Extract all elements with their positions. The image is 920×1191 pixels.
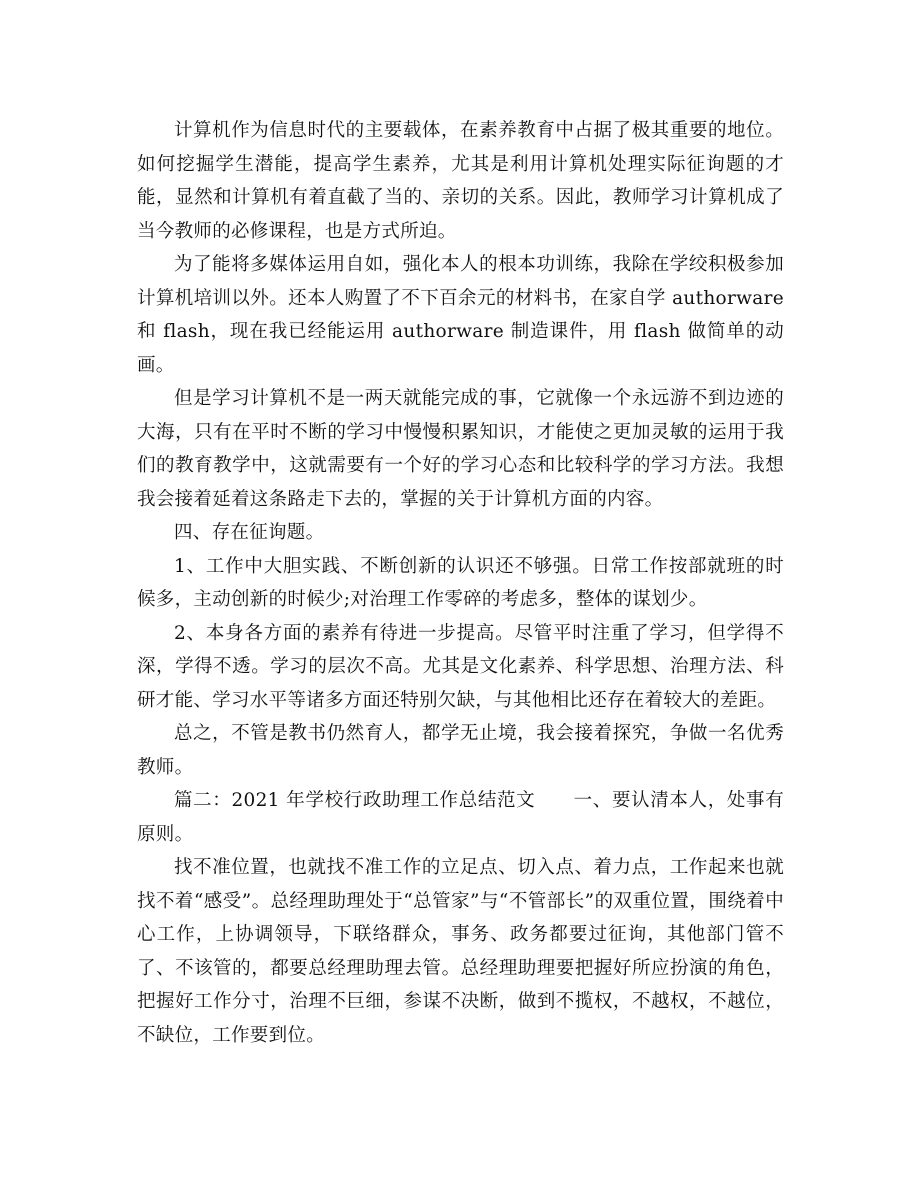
paragraph-problem-1: 1、工作中大胆实践、不断创新的认识还不够强。日常工作按部就班的时候多，主动创新的时候少;对治理工作零碎的考虑多，整体的谋划少。 <box>137 555 784 610</box>
paragraph-conclusion: 总之，不管是教书仍然育人，都学无止境，我会接着探究，争做一名优秀教师。 <box>137 723 784 778</box>
paragraph-learning-ocean: 但是学习计算机不是一两天就能完成的事，它就像一个永远游不到边迹的大海，只有在平时不断的学习中慢慢积累知识，才能使之更加灵敏的运用于我们的教育教学中，这就需要有一个好的学习心态和比较科学的学习方法。我想我会接着延着这条路走下去的，掌握的关于计算机方面的内容。 <box>137 388 784 510</box>
section-heading-problems: 四、存在征询题。 <box>174 522 325 543</box>
paragraph-problem-2: 2、本身各方面的素养有待进一步提高。尽管平时注重了学习，但学得不深，学得不透。学习的层次不高。尤其是文化素养、科学思想、治理方法、科研才能、学习水平等诸多方面还特别欠缺，与其他相比还存在着较大的差距。 <box>137 622 784 711</box>
document-body <box>137 114 784 1052</box>
paragraph-positioning: 找不准位置，也就找不准工作的立足点、切入点、着力点，工作起来也就找不着“感受”。总经理助理处于“总管家”与“不管部长”的双重位置，围绕着中心工作，上协调领导，下联络群众，事务、政务都要过征询，其他部门管不了、不该管的，都要总经理助理去管。总经理助理要把握好所应扮演的角色，把握好工作分寸，治理不巨细，参谋不决断，做到不揽权，不越权，不越位，不缺位，工作要到位。 <box>137 857 784 1046</box>
paragraph-computer-carrier: 计算机作为信息时代的主要载体，在素养教育中占据了极其重要的地位。如何挖掘学生潜能，提高学生素养，尤其是利用计算机处理实际征询题的才能，显然和计算机有着直截了当的、亲切的关系。因此，教师学习计算机成了当今教师的必修课程，也是方式所迫。 <box>137 120 784 242</box>
paragraph-chapter-two-title: 篇二：2021 年学校行政助理工作总结范文 一、要认清本人，处事有原则。 <box>137 790 784 845</box>
paragraph-multimedia-training: 为了能将多媒体运用自如，强化本人的根本功训练，我除在学绞积极参加计算机培训以外。还本人购置了不下百余元的材料书，在家自学 authorware 和 flash，现在我已经能运用 authorware 制造课件，用 flash 做简单的动画。 <box>137 254 784 376</box>
